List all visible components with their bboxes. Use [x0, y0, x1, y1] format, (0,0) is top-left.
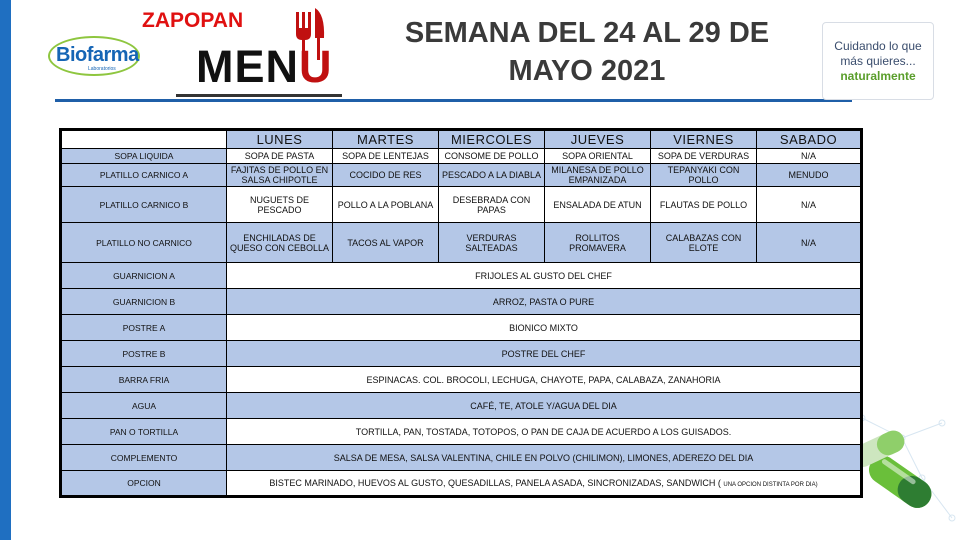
menu-cell: N/A — [757, 223, 862, 263]
menu-cell: PESCADO A LA DIABLA — [439, 164, 545, 187]
weekly-cell: ESPINACAS. COL. BROCOLI, LECHUGA, CHAYOTE, PAPA, CALABAZA, ZANAHORIA — [227, 367, 862, 393]
menu-cell: MILANESA DE POLLO EMPANIZADA — [545, 164, 651, 187]
row-label: PLATILLO NO CARNICO — [61, 223, 227, 263]
menu-row — [61, 445, 862, 471]
option-note: UNA OPCION DISTINTA POR DIA) — [723, 482, 818, 488]
row-label: POSTRE B — [61, 341, 227, 367]
menu-row — [61, 393, 862, 419]
menu-cell: N/A — [757, 187, 862, 223]
weekly-cell: ARROZ, PASTA O PURE — [227, 289, 862, 315]
menu-cell: NUGUETS DE PESCADO — [227, 187, 333, 223]
menu-title — [196, 41, 333, 92]
weekly-cell: POSTRE DEL CHEF — [227, 341, 862, 367]
menu-cell: SOPA ORIENTAL — [545, 149, 651, 164]
logo-text: Biofarma — [56, 44, 139, 66]
row-label: PLATILLO CARNICO A — [61, 164, 227, 187]
weekly-menu-table — [59, 128, 863, 498]
menu-cell: SOPA DE LENTEJAS — [333, 149, 439, 164]
menu-title-main: MEN — [196, 41, 299, 92]
weekly-cell: SALSA DE MESA, SALSA VALENTINA, CHILE EN POLVO (CHILIMON), LIMONES, ADEREZO DEL DIA — [227, 445, 862, 471]
menu-cell: VERDURAS SALTEADAS — [439, 223, 545, 263]
menu-row — [61, 187, 862, 223]
day-header: MARTES — [333, 130, 439, 149]
row-label: PAN O TORTILLA — [61, 419, 227, 445]
tagline-box — [822, 22, 934, 100]
menu-row — [61, 315, 862, 341]
city-title: ZAPOPAN — [142, 9, 244, 32]
menu-row — [61, 367, 862, 393]
weekly-cell: FRIJOLES AL GUSTO DEL CHEF — [227, 263, 862, 289]
menu-cell: ENCHILADAS DE QUESO CON CEBOLLA — [227, 223, 333, 263]
menu-cell: COCIDO DE RES — [333, 164, 439, 187]
row-label: AGUA — [61, 393, 227, 419]
menu-cell: ENSALADA DE ATUN — [545, 187, 651, 223]
menu-cell: CONSOME DE POLLO — [439, 149, 545, 164]
day-header: MIERCOLES — [439, 130, 545, 149]
menu-underline — [176, 94, 342, 97]
tagline-line-1: Cuidando lo que — [834, 39, 922, 53]
menu-cell: CALABAZAS CON ELOTE — [651, 223, 757, 263]
tagline-line-2: más quieres... — [840, 54, 916, 68]
menu-row — [61, 341, 862, 367]
menu-row — [61, 164, 862, 187]
menu-row — [61, 263, 862, 289]
menu-cell: SOPA DE PASTA — [227, 149, 333, 164]
weekly-cell: CAFÉ, TE, ATOLE Y/AGUA DEL DIA — [227, 393, 862, 419]
week-title-line-1: SEMANA DEL 24 AL 29 DE — [404, 17, 770, 49]
row-label: PLATILLO CARNICO B — [61, 187, 227, 223]
biofarma-logo — [48, 36, 144, 78]
day-header: VIERNES — [651, 130, 757, 149]
row-label: GUARNICION A — [61, 263, 227, 289]
menu-cell: DESEBRADA CON PAPAS — [439, 187, 545, 223]
day-header: JUEVES — [545, 130, 651, 149]
menu-cell: ROLLITOS PROMAVERA — [545, 223, 651, 263]
menu-cell: FAJITAS DE POLLO EN SALSA CHIPOTLE — [227, 164, 333, 187]
menu-row — [61, 223, 862, 263]
tagline-text — [823, 39, 933, 69]
menu-row — [61, 419, 862, 445]
logo-subtext: Laboratorios — [88, 66, 116, 72]
row-label: GUARNICION B — [61, 289, 227, 315]
row-label: POSTRE A — [61, 315, 227, 341]
option-text: BISTEC MARINADO, HUEVOS AL GUSTO, QUESADILLAS, PANELA ASADA, SINCRONIZADAS, SANDWICH ( — [269, 478, 721, 488]
menu-row — [61, 289, 862, 315]
menu-title-accent: U — [299, 41, 333, 92]
left-accent-bar — [0, 0, 11, 540]
row-label: OPCION — [61, 471, 227, 497]
day-header: SABADO — [757, 130, 862, 149]
weekly-cell: TORTILLA, PAN, TOSTADA, TOTOPOS, O PAN DE CAJA DE ACUERDO A LOS GUISADOS. — [227, 419, 862, 445]
menu-cell: TEPANYAKI CON POLLO — [651, 164, 757, 187]
menu-row — [61, 149, 862, 164]
menu-cell: SOPA DE VERDURAS — [651, 149, 757, 164]
week-title-line-2: MAYO 2021 — [508, 55, 666, 87]
week-title — [372, 14, 802, 90]
row-label: COMPLEMENTO — [61, 445, 227, 471]
day-header: LUNES — [227, 130, 333, 149]
weekly-cell: BIONICO MIXTO — [227, 315, 862, 341]
option-cell — [227, 471, 862, 497]
row-label: SOPA LIQUIDA — [61, 149, 227, 164]
row-label: BARRA FRIA — [61, 367, 227, 393]
header-corner-cell — [61, 130, 227, 149]
header-divider — [55, 99, 852, 102]
days-header-row — [61, 130, 862, 149]
tagline-accent: naturalmente — [840, 69, 916, 83]
menu-cell: TACOS AL VAPOR — [333, 223, 439, 263]
menu-cell: MENUDO — [757, 164, 862, 187]
menu-cell: POLLO A LA POBLANA — [333, 187, 439, 223]
menu-row — [61, 471, 862, 497]
menu-cell: FLAUTAS DE POLLO — [651, 187, 757, 223]
menu-cell: N/A — [757, 149, 862, 164]
